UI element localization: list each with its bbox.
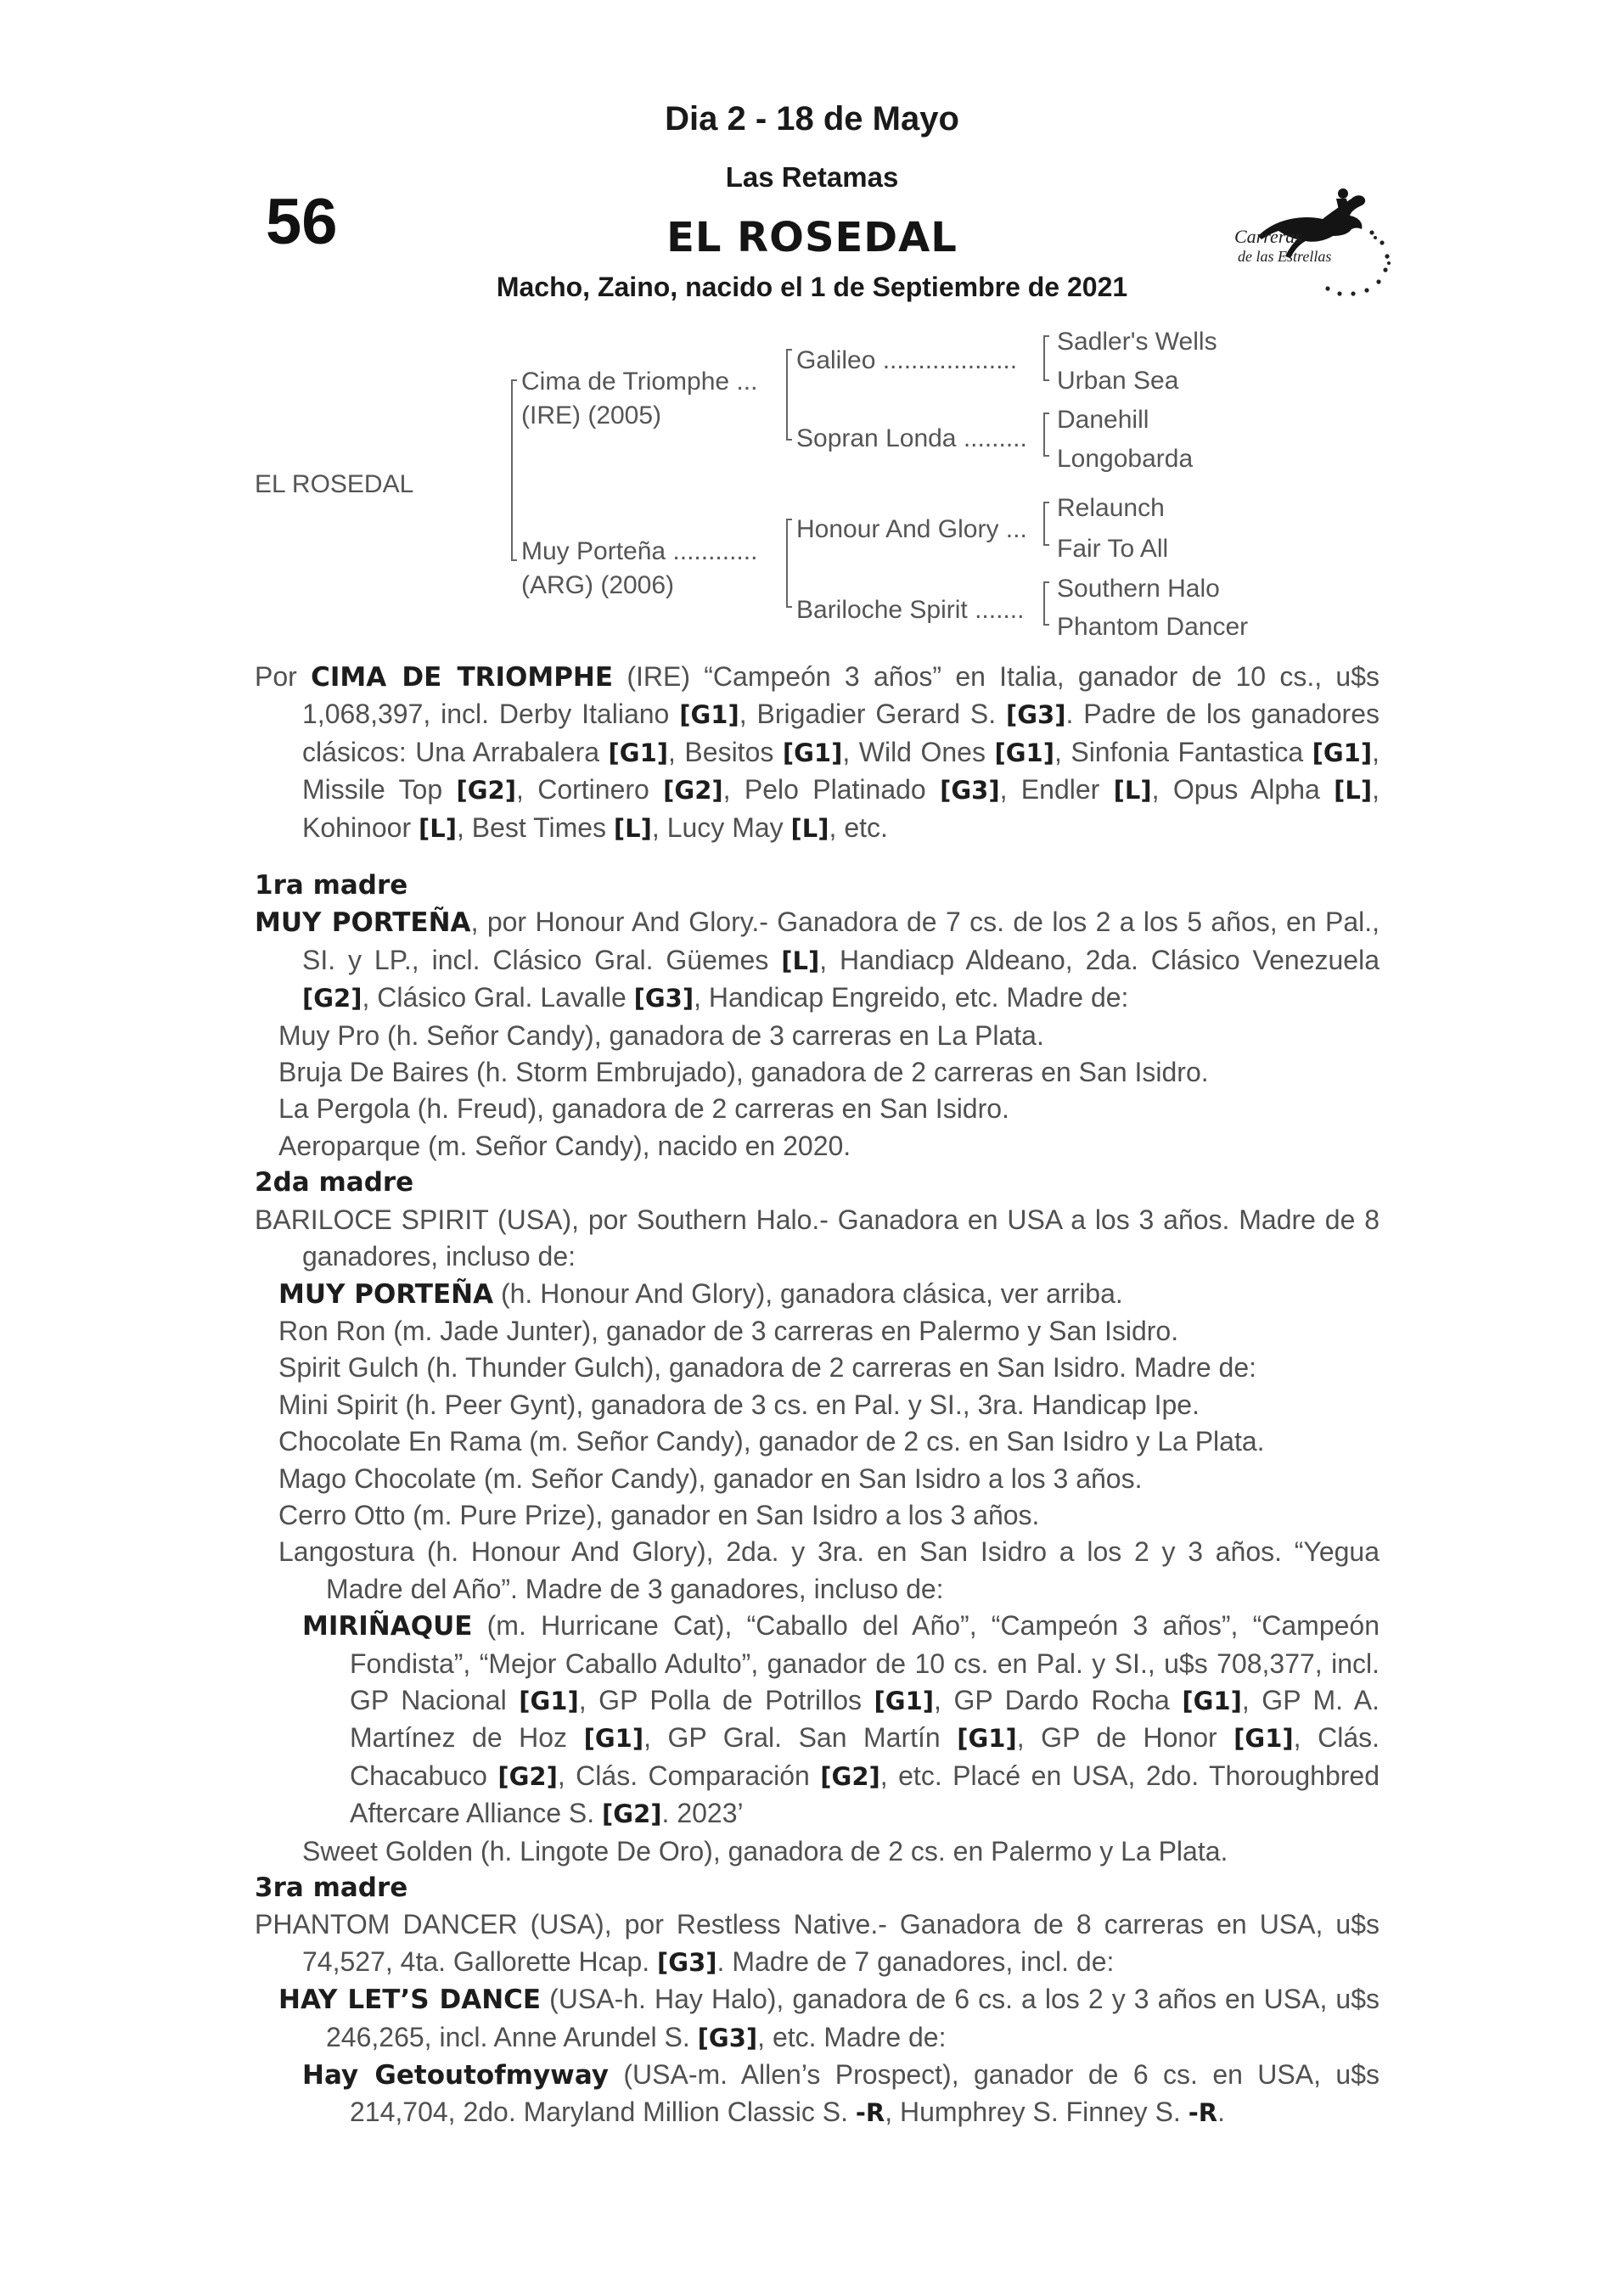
pedigree-sss: Sadler's Wells	[1057, 328, 1217, 356]
grade-badge: [L]	[1113, 776, 1152, 806]
pedigree-ddd: Phantom Dancer	[1057, 613, 1249, 641]
produce-text: , GP Dardo Rocha	[934, 1684, 1183, 1715]
sire-text: , Endler	[999, 774, 1114, 806]
grade-badge: [G2]	[456, 776, 516, 806]
sire-text: , Cortinero	[515, 774, 664, 806]
produce-line: Chocolate En Rama (m. Señor Candy), ganador de 2 cs. en San Isidro y La Plata.	[278, 1426, 1265, 1457]
produce-line: Muy Pro (h. Señor Candy), ganadora de 3 carreras en La Plata.	[278, 1019, 1044, 1051]
produce-text: , Clás. Comparación	[557, 1760, 821, 1791]
third-dam-text: PHANTOM DANCER (USA), por Restless Native.- Ganadora de 8 carreras en USA, u$s 74,527, 4ta. Gallorette Hcap.	[255, 1909, 1380, 1977]
sire-paragraph	[255, 659, 1380, 847]
horse-description: Macho, Zaino, nacido el 1 de Septiembre de 2021	[496, 272, 1128, 302]
sire-text: , Sinfonia Fantastica	[1054, 736, 1312, 767]
sire-text: , Besitos	[668, 736, 783, 767]
pedigree-sds: Danehill	[1057, 406, 1149, 434]
catalog-text	[255, 659, 1380, 2132]
sire-text: . Padre de los ganadores clásicos: Una Arrabalera	[302, 699, 1380, 767]
grade-badge: [L]	[790, 813, 829, 843]
grade-badge: [G3]	[697, 2023, 758, 2052]
first-dam-text: , Handicap Engreido, etc. Madre de:	[694, 982, 1129, 1013]
produce-line	[255, 2057, 1380, 2132]
grade-badge: [G3]	[657, 1947, 717, 1977]
grade-badge: [G2]	[497, 1761, 558, 1791]
produce-line: Aeroparque (m. Señor Candy), nacido en 2020.	[278, 1130, 851, 1161]
pedigree-ssd: Urban Sea	[1057, 367, 1179, 395]
first-dam-text: , Clásico Gral. Lavalle	[362, 982, 634, 1013]
pedigree-sire-dam: Sopran Londa .........	[796, 424, 1027, 452]
sire-name: CIMA DE TRIOMPHE	[311, 662, 614, 693]
pedigree-dss: Relaunch	[1057, 494, 1165, 522]
produce-name: MIRIÑAQUE	[302, 1611, 473, 1642]
sire-text: , etc.	[829, 811, 888, 843]
grade-badge: [L]	[613, 813, 652, 843]
produce-line: Langostura (h. Honour And Glory), 2da. y 3ra. en San Isidro a los 2 y 3 años. “Yegua Madre del Año”. Madre de 3 ganadores, incluso de:	[278, 1536, 1380, 1604]
por-label: Por	[255, 661, 297, 692]
second-dam-heading: 2da madre	[255, 1167, 414, 1199]
pedigree-sire-sire: Galileo ...................	[796, 346, 1018, 374]
pedigree-sire: Cima de Triomphe ...	[521, 368, 758, 396]
produce-line	[255, 1608, 1380, 1833]
pedigree-dds: Southern Halo	[1057, 575, 1220, 603]
third-dam-heading: 3ra madre	[255, 1872, 408, 1903]
pedigree-dam-dam: Bariloche Spirit .......	[796, 596, 1025, 624]
third-dam-intro	[255, 1906, 1380, 1981]
produce-line: La Pergola (h. Freud), ganadora de 2 carreras en San Isidro.	[278, 1093, 1009, 1125]
grade-badge: [G1]	[679, 700, 739, 730]
first-dam-paragraph	[255, 904, 1380, 1017]
pedigree-dsd: Fair To All	[1057, 535, 1169, 563]
grade-badge: [G2]	[602, 1799, 662, 1829]
restricted-badge: -R	[1188, 2098, 1218, 2128]
sire-text: , Opus Alpha	[1151, 774, 1335, 806]
produce-text: , GP Polla de Potrillos	[578, 1684, 874, 1715]
produce-line: Spirit Gulch (h. Thunder Gulch), ganadora de 2 carreras en San Isidro. Madre de:	[278, 1352, 1257, 1384]
grade-badge: [G1]	[519, 1686, 579, 1715]
produce-line	[255, 1276, 1380, 1313]
sale-day: Dia 2 - 18 de Mayo	[665, 100, 959, 138]
pedigree-dam-sire: Honour And Glory ...	[796, 515, 1027, 543]
grade-badge: [L]	[418, 813, 457, 843]
produce-line: Mini Spirit (h. Peer Gynt), ganadora de 3 cs. en Pal. y SI., 3ra. Handicap Ipe.	[278, 1389, 1200, 1420]
grade-badge: [G2]	[302, 984, 362, 1013]
pedigree-sdd: Longobarda	[1057, 445, 1194, 473]
produce-text: (h. Honour And Glory), ganadora clásica, ver arriba.	[493, 1277, 1123, 1309]
grade-badge: [G2]	[820, 1761, 880, 1791]
logo-line-1: Carreras	[1234, 226, 1302, 247]
produce-line	[255, 1981, 1380, 2057]
produce-text: , Humphrey S. Finney S.	[885, 2097, 1188, 2128]
produce-line: Ron Ron (m. Jade Junter), ganador de 3 carreras en Palermo y San Isidro.	[278, 1315, 1179, 1346]
grade-badge: [G1]	[782, 738, 843, 767]
sire-text: , Best Times	[456, 811, 614, 843]
sire-text: , Brigadier Gerard S.	[739, 699, 1006, 730]
pedigree-sire-origin: (IRE) (2005)	[521, 401, 662, 429]
grade-badge: [G1]	[874, 1686, 935, 1715]
breeder-name: Las Retamas	[725, 161, 899, 193]
first-dam-text: , por Honour And Glory.- Ganadora de 7 cs. de los 2 a los 5 años, en Pal., SI. y LP., incl. Clásico Gral. Güemes	[302, 907, 1380, 975]
produce-name: HAY LET’S DANCE	[278, 1984, 542, 2016]
lot-number: 56	[266, 186, 338, 258]
second-dam-intro: BARILOCE SPIRIT (USA), por Southern Halo.- Ganadora en USA a los 3 años. Madre de 8 ganadores, incluso de:	[255, 1204, 1380, 1272]
grade-badge: [L]	[1334, 776, 1373, 806]
produce-line: Cerro Otto (m. Pure Prize), ganador en San Isidro a los 3 años.	[278, 1499, 1040, 1530]
restricted-badge: -R	[855, 2098, 885, 2128]
sire-text: , Wild Ones	[842, 736, 995, 767]
pedigree-subject: EL ROSEDAL	[255, 470, 414, 498]
grade-badge: [G1]	[994, 738, 1054, 767]
produce-text: , etc. Madre de:	[757, 2021, 947, 2052]
sire-text: , Missile Top	[302, 736, 1380, 806]
produce-name: MUY PORTEÑA	[278, 1278, 494, 1310]
grade-badge: [G1]	[1182, 1686, 1242, 1715]
produce-text: . 2023’	[661, 1798, 744, 1829]
grade-badge: [G2]	[663, 776, 723, 806]
produce-text: , etc. Placé en USA, 2do. Thoroughbred Aftercare Alliance S.	[350, 1760, 1380, 1829]
produce-name: Hay Getoutofmyway	[302, 2060, 609, 2091]
produce-line: Bruja De Baires (h. Storm Embrujado), ganadora de 2 carreras en San Isidro.	[278, 1057, 1209, 1088]
produce-text: , GP de Honor	[1016, 1722, 1234, 1754]
grade-badge: [G1]	[1233, 1724, 1294, 1754]
first-dam-text: , Handiacp Aldeano, 2da. Clásico Venezuela	[819, 944, 1380, 975]
sire-text: (IRE) “Campeón 3 años” en Italia, ganador de 10 cs., u$s 1,068,397, incl. Derby Italiano	[302, 661, 1380, 730]
first-dam-name: MUY PORTEÑA	[255, 907, 471, 939]
sire-text: , Kohinoor	[302, 774, 1380, 843]
logo-line-2: de las Estrellas	[1238, 248, 1332, 265]
produce-text: (m. Hurricane Cat), “Caballo del Año”, “Campeón 3 años”, “Campeón Fondista”, “Mejor Caballo Adulto”, ganador de 10 cs. en Pal. y SI., u$s 708,377, incl. GP Nacional	[350, 1610, 1380, 1715]
pedigree-dam: Muy Porteña ............	[521, 537, 758, 565]
third-dam-text: . Madre de 7 ganadores, incl. de:	[716, 1945, 1115, 1977]
grade-badge: [G3]	[940, 776, 1000, 806]
first-dam-heading: 1ra madre	[255, 870, 408, 901]
produce-text: (USA-h. Hay Halo), ganadora de 6 cs. a los 2 y 3 años en USA, u$s 246,265, incl. Anne Arundel S.	[326, 1984, 1380, 2052]
produce-text: , GP Gral. San Martín	[643, 1722, 958, 1754]
grade-badge: [G1]	[957, 1724, 1017, 1754]
produce-text: , Clás. Chacabuco	[350, 1722, 1380, 1791]
pedigree-brackets	[0, 0, 1624, 679]
horse-name: EL ROSEDAL	[666, 214, 958, 261]
grade-badge: [G3]	[633, 984, 694, 1013]
produce-text: , GP M. A. Martínez de Hoz	[350, 1684, 1380, 1754]
grade-badge: [L]	[781, 946, 820, 975]
grade-badge: [G1]	[608, 738, 669, 767]
grade-badge: [G3]	[1005, 700, 1066, 730]
produce-text: .	[1217, 2097, 1225, 2128]
produce-line: Sweet Golden (h. Lingote De Oro), ganadora de 2 cs. en Palermo y La Plata.	[302, 1835, 1228, 1867]
pedigree-dam-origin: (ARG) (2006)	[521, 571, 675, 599]
sire-text: , Pelo Platinado	[722, 774, 941, 806]
grade-badge: [G1]	[583, 1724, 644, 1754]
produce-line: Mago Chocolate (m. Señor Candy), ganador en San Isidro a los 3 años.	[278, 1462, 1143, 1494]
sire-text: , Lucy May	[651, 811, 791, 843]
produce-text: (USA-m. Allen’s Prospect), ganador de 6 cs. en USA, u$s 214,704, 2do. Maryland Million Classic S.	[350, 2059, 1380, 2128]
grade-badge: [G1]	[1312, 738, 1373, 767]
